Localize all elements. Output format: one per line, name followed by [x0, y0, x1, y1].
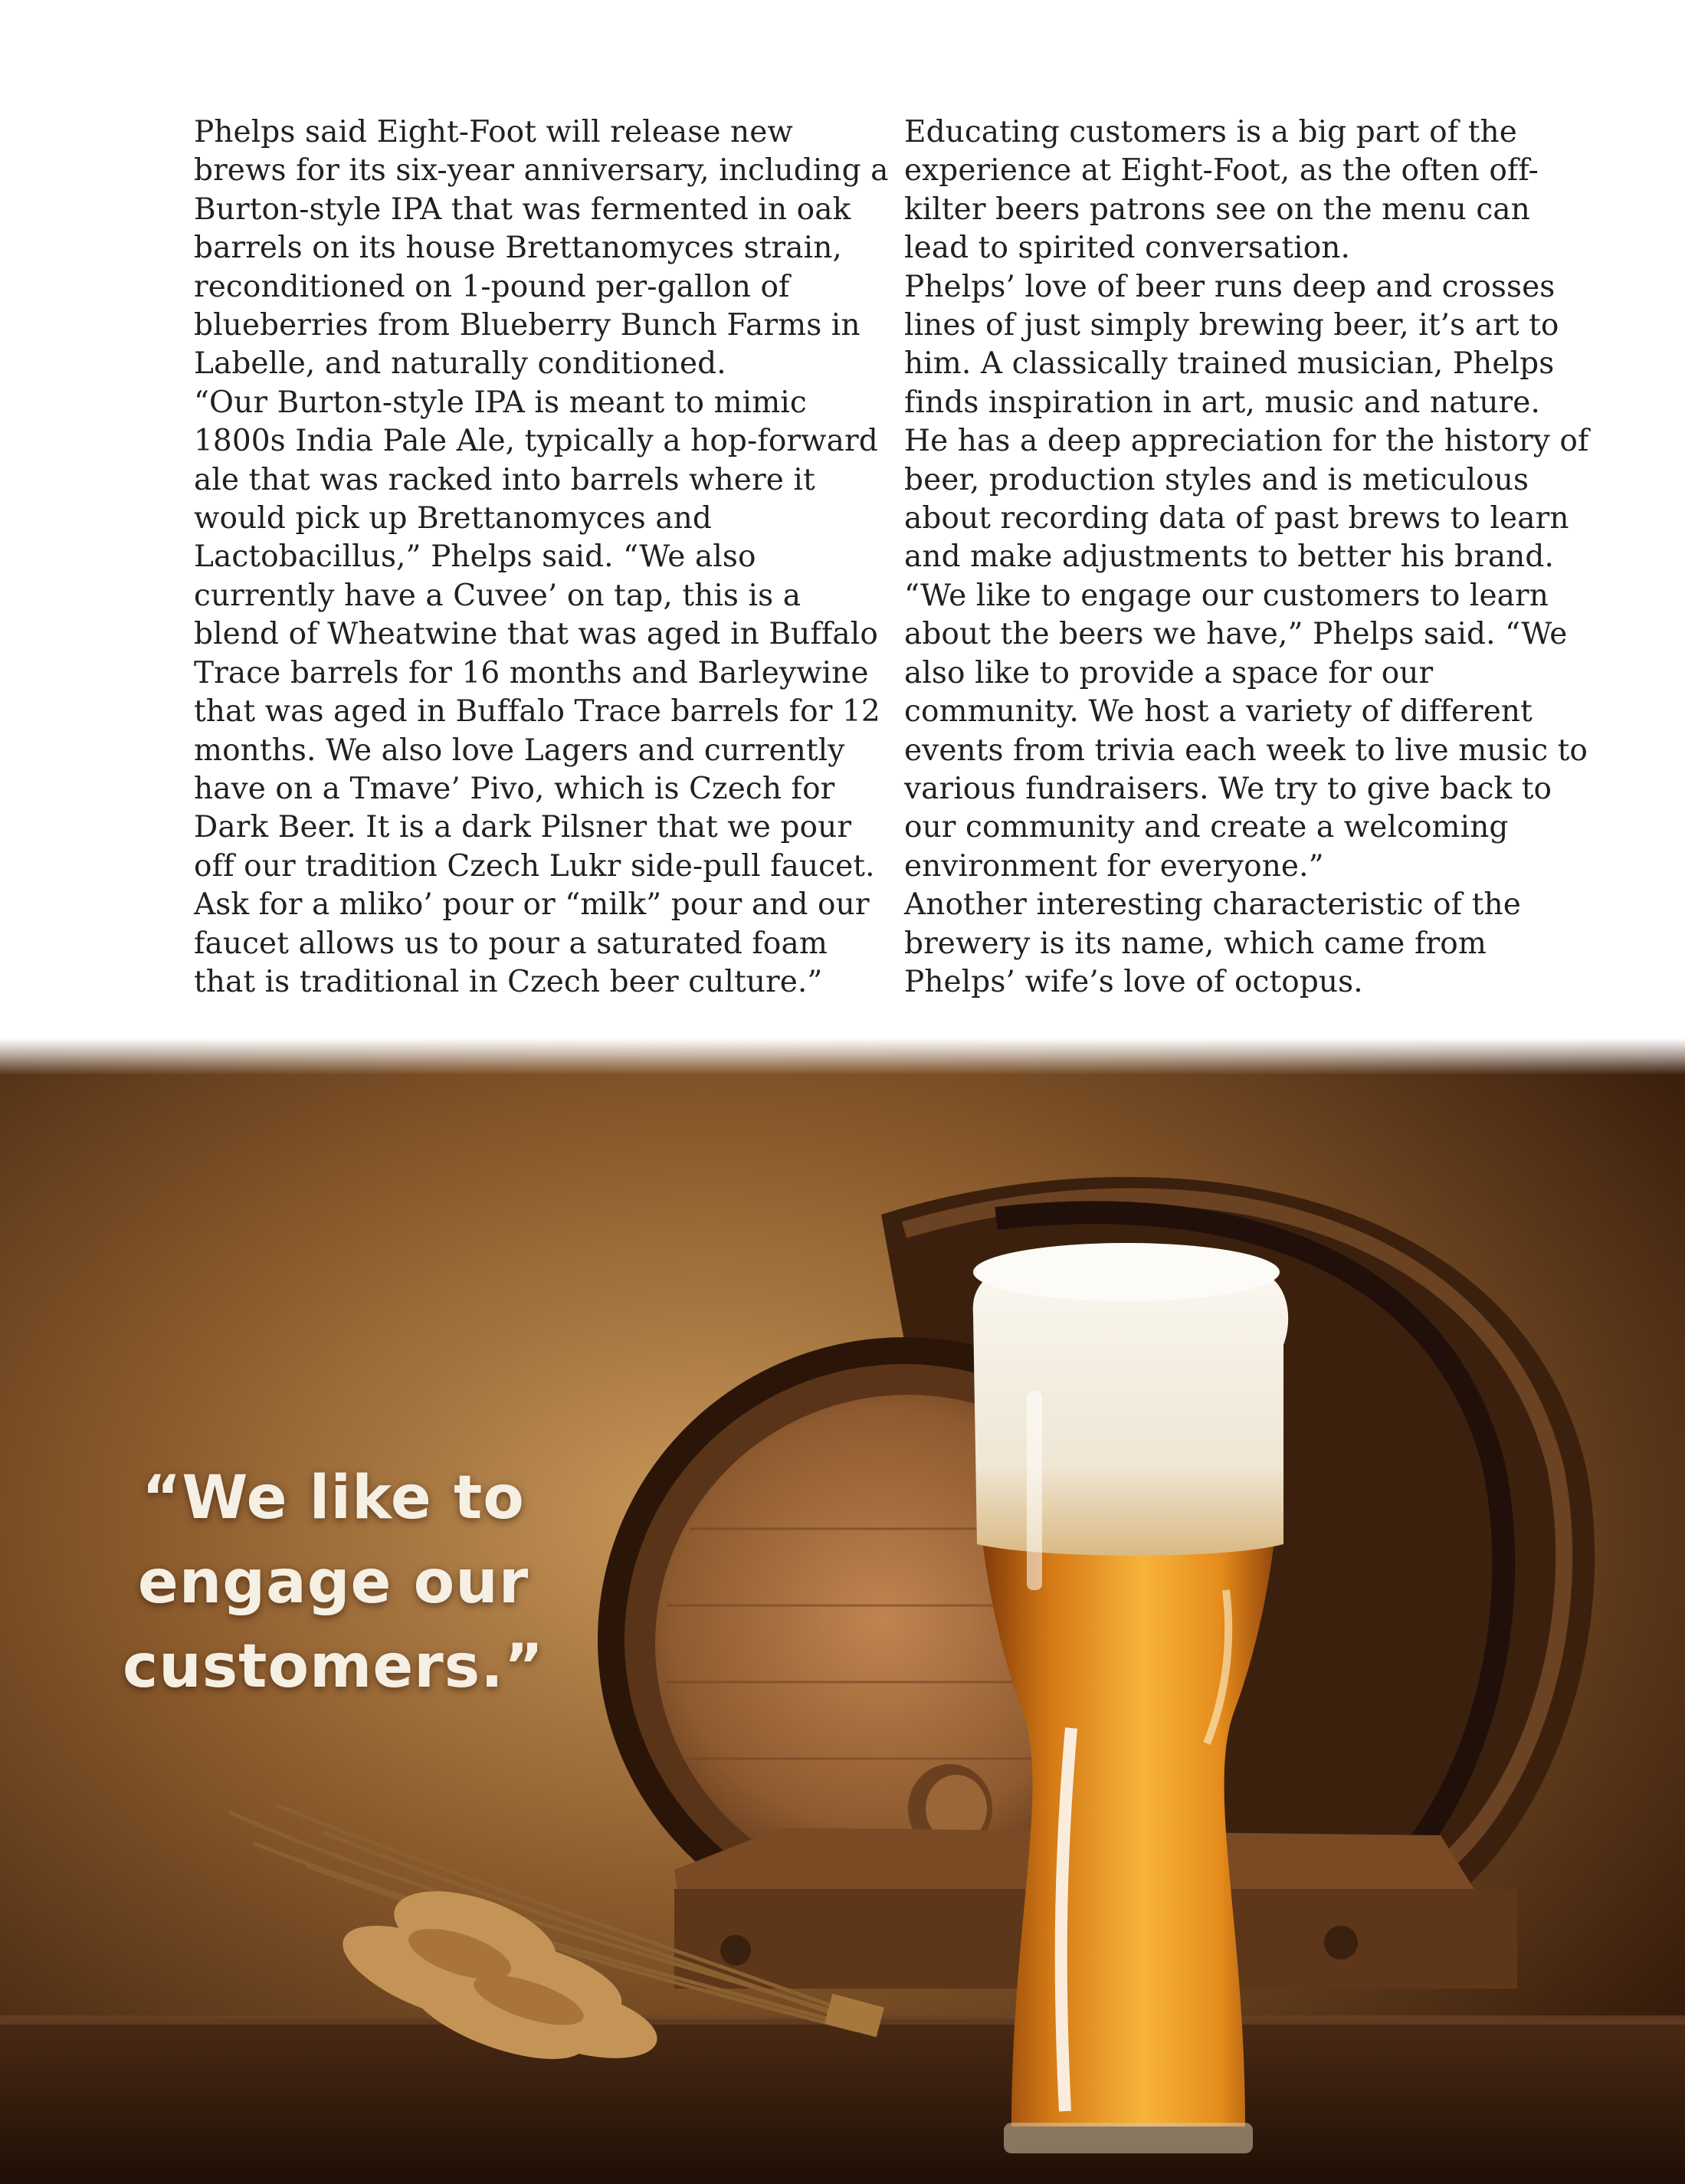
article-line: faucet allows us to pour a saturated foam — [194, 926, 828, 961]
article-line: currently have a Cuvee’ on tap, this is a — [194, 578, 802, 613]
article-line: about the beers we have,” Phelps said. “We — [904, 617, 1568, 652]
article-line: would pick up Brettanomyces and — [194, 501, 712, 536]
article-line: Labelle, and naturally conditioned. — [194, 346, 726, 382]
article-line: blend of Wheatwine that was aged in Buffalo — [194, 617, 878, 652]
article-line: Ask for a mliko’ pour or “milk” pour and our — [194, 887, 870, 923]
article-line: Burton-style IPA that was fermented in oak — [194, 192, 851, 227]
article-paragraph — [877, 886, 1528, 1002]
article-line: beer, production styles and is meticulous — [904, 462, 1529, 497]
article-line: environment for everyone.” — [904, 848, 1324, 884]
article-right-column — [877, 113, 1589, 1002]
article-line: reconditioned on 1-pound per-gallon of — [194, 269, 790, 304]
article-line: Lactobacillus,” Phelps said. “We also — [194, 539, 756, 575]
article-line: brews for its six-year anniversary, including a — [194, 153, 889, 189]
article-left-column — [166, 113, 889, 1002]
article-line: various fundraisers. We try to give back to — [904, 771, 1552, 806]
article-line: community. We host a variety of different — [904, 694, 1533, 730]
article-line: lead to spirited conversation. — [904, 231, 1351, 266]
article-line: about recording data of past brews to learn — [904, 501, 1569, 536]
pull-quote-line: engage our — [137, 1548, 529, 1617]
article-line: Trace barrels for 16 months and Barleywine — [194, 655, 869, 690]
article-line: “Our Burton-style IPA is meant to mimic — [194, 385, 807, 420]
article-line: barrels on its house Brettanomyces strain, — [194, 231, 842, 266]
article-paragraph — [166, 113, 889, 384]
article-line: Phelps’ love of beer runs deep and crosses — [904, 269, 1556, 304]
article-line: kilter beers patrons see on the menu can — [904, 192, 1530, 227]
article-line: experience at Eight-Foot, as the often off- — [904, 153, 1539, 189]
article-paragraph — [877, 268, 1589, 577]
article-line: Another interesting characteristic of the — [904, 887, 1521, 923]
article-line: and make adjustments to better his brand. — [904, 539, 1554, 575]
article-line: “We like to engage our customers to learn — [904, 578, 1549, 613]
article-line: events from trivia each week to live music to — [904, 733, 1588, 768]
article-line: Dark Beer. It is a dark Pilsner that we pour — [194, 810, 852, 845]
article-line: off our tradition Czech Lukr side-pull faucet. — [194, 848, 875, 884]
article-line: He has a deep appreciation for the history of — [904, 424, 1589, 459]
article-line: that is traditional in Czech beer culture.” — [194, 964, 823, 999]
article-line: lines of just simply brewing beer, it’s art to — [904, 308, 1559, 343]
article-line: Phelps’ wife’s love of octopus. — [904, 964, 1363, 999]
article-line: Educating customers is a big part of the — [904, 115, 1517, 149]
article-paragraph — [877, 113, 1539, 268]
article-line: 1800s India Pale Ale, typically a hop-forward — [194, 424, 878, 459]
pull-quote — [73, 1456, 594, 1709]
article-line: finds inspiration in art, music and nature. — [904, 385, 1540, 420]
article-line: ale that was racked into barrels where it — [194, 462, 815, 497]
pull-quote-line: customers.” — [122, 1632, 545, 1701]
article-line: also like to provide a space for our — [904, 655, 1434, 690]
article-line: that was aged in Buffalo Trace barrels for 12 — [194, 694, 880, 730]
article-paragraph — [877, 577, 1588, 886]
article-line: him. A classically trained musician, Phelps — [904, 346, 1555, 382]
article-line: blueberries from Blueberry Bunch Farms in — [194, 308, 861, 343]
article-paragraph — [166, 384, 880, 1002]
article-line: brewery is its name, which came from — [904, 926, 1487, 961]
article-line: have on a Tmave’ Pivo, which is Czech for — [194, 771, 835, 806]
article-line: months. We also love Lagers and currently — [194, 733, 845, 768]
article-line: Phelps said Eight-Foot will release new — [194, 115, 793, 149]
article-line: our community and create a welcoming — [904, 810, 1509, 845]
pull-quote-line: “We like to — [142, 1464, 525, 1533]
